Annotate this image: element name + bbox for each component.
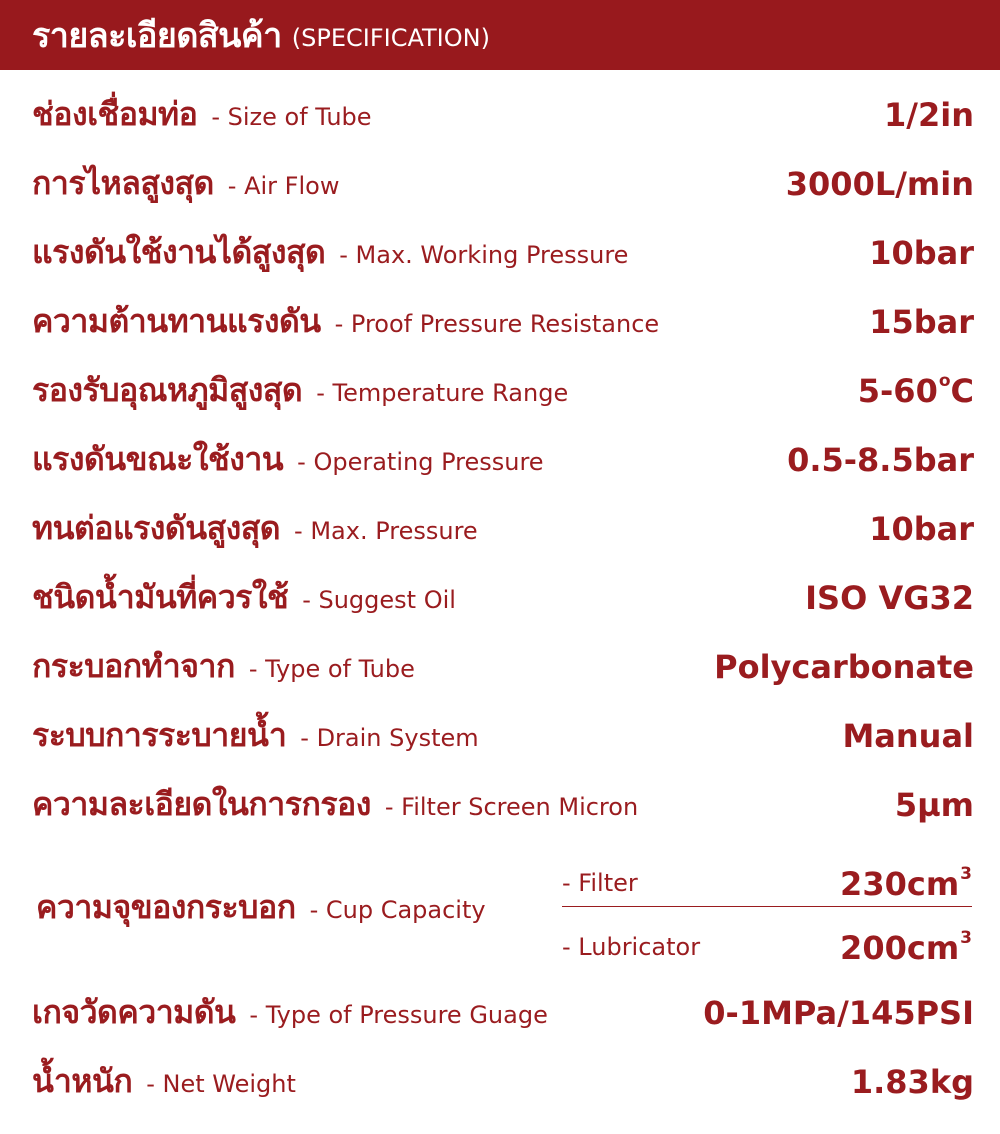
spec-value: 10bar — [869, 509, 974, 548]
spec-row-max-working-pressure — [0, 218, 1000, 287]
spec-row-max-pressure — [0, 494, 1000, 563]
spec-value: 5µm — [894, 785, 974, 824]
spec-label-thai: ระบบการระบายน้ำ — [32, 716, 287, 754]
cup-divider — [562, 906, 972, 907]
spec-row-pressure-gauge — [0, 978, 1000, 1047]
cup-sub-value: $200cm^3$ — [840, 927, 972, 967]
spec-value: Polycarbonate — [714, 647, 974, 686]
spec-value: 1/2in — [884, 95, 974, 134]
spec-value: ISO VG32 — [805, 578, 974, 617]
spec-label-thai: แรงดันใช้งานได้สูงสุด — [32, 233, 326, 271]
spec-label-thai: การไหลสูงสุด — [32, 164, 214, 202]
spec-label-thai: น้ำหนัก — [32, 1062, 133, 1100]
spec-label-english: - Temperature Range — [316, 379, 568, 407]
spec-label-thai: ความต้านทานแรงดัน — [32, 302, 321, 340]
spec-row-suggest-oil — [0, 563, 1000, 632]
spec-label-thai: แรงดันขณะใช้งาน — [32, 440, 284, 478]
spec-label-english: - Air Flow — [228, 172, 340, 200]
spec-row-temperature-range — [0, 356, 1000, 425]
cup-sub-label: - Lubricator — [562, 933, 700, 961]
spec-label-thai: เกจวัดความดัน — [32, 993, 236, 1031]
spec-label-english: - Drain System — [300, 724, 478, 752]
spec-label-english: - Max. Pressure — [294, 517, 478, 545]
spec-label-english: - Operating Pressure — [297, 448, 543, 476]
spec-row-cup-capacity — [0, 846, 1000, 976]
page-title-thai: รายละเอียดสินค้า — [32, 16, 282, 56]
spec-label-thai: ชนิดน้ำมันที่ควรใช้ — [32, 578, 289, 616]
spec-label-english: - Suggest Oil — [302, 586, 456, 614]
spec-label-english: - Cup Capacity — [310, 896, 486, 924]
cup-capacity-filter — [562, 858, 972, 908]
page-header — [0, 0, 1000, 70]
spec-value: 3000L/min — [785, 164, 974, 203]
spec-value: 0.5-8.5bar — [787, 440, 974, 479]
spec-label-english: - Size of Tube — [211, 103, 371, 131]
spec-row-air-flow — [0, 149, 1000, 218]
spec-row-proof-pressure — [0, 287, 1000, 356]
cup-sub-label: - Filter — [562, 869, 638, 897]
spec-value: 10bar — [869, 233, 974, 272]
spec-label-english: - Type of Tube — [249, 655, 415, 683]
cup-sub-value: $230cm^3$ — [840, 863, 972, 903]
spec-label-english: - Filter Screen Micron — [385, 793, 638, 821]
spec-value: 15bar — [869, 302, 974, 341]
spec-label-english: - Type of Pressure Guage — [249, 1001, 547, 1029]
spec-value: Manual — [842, 716, 974, 755]
spec-row-size-of-tube — [0, 80, 1000, 149]
spec-label-thai: ทนต่อแรงดันสูงสุด — [32, 509, 281, 547]
spec-row-operating-pressure — [0, 425, 1000, 494]
spec-label-thai: กระบอกทำจาก — [32, 647, 235, 685]
spec-label-thai: รองรับอุณหภูมิสูงสุด — [32, 371, 303, 409]
page-title-english: (SPECIFICATION) — [291, 24, 490, 52]
spec-row-drain-system — [0, 701, 1000, 770]
spec-label-english: - Max. Working Pressure — [339, 241, 628, 269]
spec-value: 5-60$^o$C — [857, 371, 974, 410]
spec-value: 1.83kg — [850, 1062, 974, 1101]
spec-row-filter-screen-micron — [0, 770, 1000, 839]
cup-capacity-lubricator — [562, 922, 972, 972]
spec-row-net-weight — [0, 1047, 1000, 1116]
spec-label-english: - Net Weight — [146, 1070, 296, 1098]
spec-label-english: - Proof Pressure Resistance — [335, 310, 660, 338]
spec-row-type-of-tube — [0, 632, 1000, 701]
spec-value: 0-1MPa/145PSI — [703, 993, 974, 1032]
spec-label-thai: ความละเอียดในการกรอง — [32, 785, 371, 823]
spec-label-thai: ช่องเชื่อมท่อ — [32, 95, 198, 133]
spec-label-thai: ความจุของกระบอก — [36, 888, 296, 926]
